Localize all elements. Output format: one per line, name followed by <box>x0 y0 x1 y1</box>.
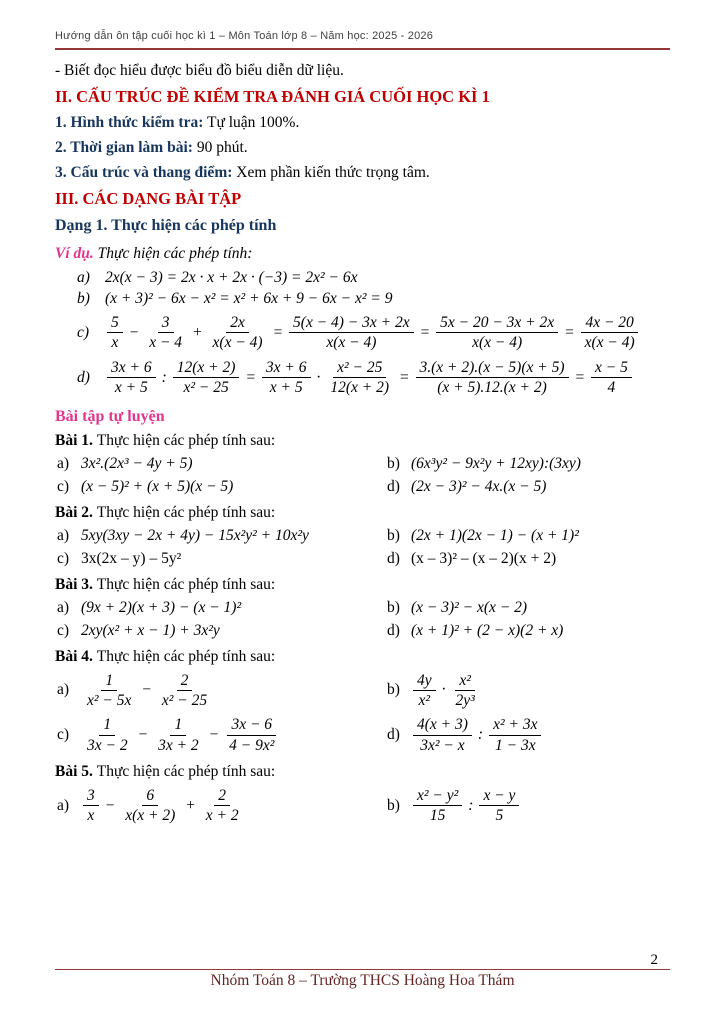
fraction-denominator: x(x − 4) <box>584 334 635 352</box>
fraction-numerator: 3x + 6 <box>262 358 311 378</box>
exercise-title: Bài 3. <box>55 575 97 593</box>
fraction-numerator: 3 <box>158 313 174 333</box>
exercise-instruction: Thực hiện các phép tính sau: <box>96 431 276 449</box>
fraction-denominator: x + 2 <box>205 807 239 825</box>
math-text: 5xy(3xy − 2x + 4y) − 15x²y² + 10x²y <box>81 526 309 544</box>
fraction-denominator: x + 5 <box>114 379 148 397</box>
item-label: c) <box>57 477 70 495</box>
exercise-heading <box>55 432 670 450</box>
exercise-items <box>55 599 670 640</box>
example-lines <box>55 269 670 398</box>
item-label: a) <box>57 598 70 616</box>
math-text: (6x³y² − 9x²y + 12xy):(3xy) <box>411 454 581 472</box>
fraction-numerator: 1 <box>170 715 186 735</box>
fraction-denominator: 3x² − x <box>420 736 465 754</box>
fraction-numerator: 2x <box>226 313 249 333</box>
math-text: (x – 3)² – (x – 2)(x + 2) <box>411 549 557 567</box>
fraction-numerator: 3 <box>83 786 99 806</box>
fraction-denominator: 12(x + 2) <box>330 379 390 397</box>
math-expression <box>81 622 220 640</box>
item-label: d) <box>387 621 400 639</box>
fraction <box>289 313 414 353</box>
math-expression <box>411 599 527 617</box>
math-text: (9x + 2)(x + 3) − (x − 1)² <box>81 598 242 616</box>
fraction <box>154 715 203 755</box>
item-label: d) <box>77 368 90 386</box>
practice-title: Bài tập tự luyện <box>55 407 165 425</box>
fraction-numerator: x − 5 <box>591 358 632 378</box>
item-label: a) <box>57 681 70 699</box>
math-text: − <box>141 681 152 699</box>
item-label: c) <box>57 549 70 567</box>
item-label: b) <box>387 598 400 616</box>
item1-label: 1. Hình thức kiểm tra: <box>55 114 204 131</box>
exercise-item <box>387 527 670 545</box>
fraction-numerator: x² − y² <box>413 786 462 806</box>
fraction-numerator: 5x − 20 − 3x + 2x <box>436 313 558 333</box>
math-expression <box>81 671 213 711</box>
math-expression <box>81 478 233 496</box>
exercise-item <box>57 550 387 568</box>
exercise-bai-5 <box>55 763 670 826</box>
exercise-item <box>57 622 387 640</box>
item-label: c) <box>77 323 90 341</box>
math-text: + <box>192 323 203 341</box>
math-line <box>55 290 670 308</box>
intro-bullet: - Biết đọc hiểu được biểu đồ biểu diễn dữ liệu. <box>55 62 344 79</box>
fraction <box>107 313 123 353</box>
item-label: c) <box>57 726 70 744</box>
item-label: b) <box>387 796 400 814</box>
math-line <box>55 313 670 353</box>
fraction <box>173 358 240 398</box>
exercise-instruction: Thực hiện các phép tính sau: <box>96 503 276 521</box>
math-expression <box>81 599 241 617</box>
math-text: : <box>161 368 167 386</box>
fraction-denominator: x − 4 <box>149 334 183 352</box>
fraction-numerator: 5(x − 4) − 3x + 2x <box>289 313 414 333</box>
exercise-items <box>55 455 670 496</box>
exercise-heading <box>55 504 670 522</box>
fraction-numerator: 3.(x + 2).(x − 5)(x + 5) <box>416 358 569 378</box>
exercise-item <box>57 671 387 711</box>
fraction <box>413 786 462 826</box>
document-footer <box>55 952 670 991</box>
math-text: 2xy(x² + x − 1) + 3x²y <box>81 621 220 639</box>
fraction-denominator: x <box>111 334 119 352</box>
exercise-heading <box>55 576 670 594</box>
math-text: (x − 5)² + (x + 5)(x − 5) <box>81 477 234 495</box>
fraction-numerator: x² <box>455 671 475 691</box>
exercise-item <box>387 455 670 473</box>
fraction-numerator: x² + 3x <box>489 715 541 735</box>
exercise-bai-1 <box>55 432 670 496</box>
math-line <box>55 269 670 287</box>
fraction <box>121 786 179 826</box>
fraction-denominator: x + 5 <box>269 379 303 397</box>
math-expression <box>81 550 181 568</box>
fraction <box>581 313 639 353</box>
math-expression <box>105 313 641 353</box>
fraction <box>202 786 243 826</box>
math-text: = <box>399 368 410 386</box>
fraction <box>262 358 311 398</box>
fraction-numerator: 2 <box>177 671 193 691</box>
exercise-bai-4 <box>55 648 670 756</box>
math-text: 2x(x − 3) = 2x · x + 2x · (−3) = 2x² − 6x <box>105 269 358 286</box>
item-label: b) <box>387 526 400 544</box>
fraction <box>479 786 519 826</box>
exercise-heading <box>55 763 670 781</box>
item-label: a) <box>57 796 70 814</box>
numbered-item-3 <box>55 164 670 182</box>
math-expression <box>411 786 521 826</box>
exercise-list <box>55 432 670 826</box>
fraction <box>225 715 278 755</box>
fraction <box>416 358 569 398</box>
exercise-item <box>387 599 670 617</box>
item-label: a) <box>57 526 70 544</box>
exercise-item <box>387 550 670 568</box>
exercise-heading <box>55 648 670 666</box>
fraction <box>209 313 267 353</box>
math-text: · <box>316 368 321 386</box>
exercise-item <box>57 478 387 496</box>
footer-rule <box>55 969 670 970</box>
fraction <box>452 671 479 711</box>
exercise-item <box>387 715 670 755</box>
fraction-denominator: 1 − 3x <box>494 736 536 754</box>
exercise-item <box>387 478 670 496</box>
fraction-numerator: 4x − 20 <box>581 313 637 333</box>
exercise-items <box>55 786 670 826</box>
fraction-denominator: x² − 5x <box>87 691 132 709</box>
math-text: 3x².(2x³ − 4y + 5) <box>81 454 193 472</box>
math-expression <box>411 550 556 568</box>
exercise-item <box>57 455 387 473</box>
exercise-bai-3 <box>55 576 670 640</box>
example-text: Thực hiện các phép tính: <box>97 245 253 262</box>
exercise-title: Bài 4. <box>55 647 97 665</box>
fraction-denominator: 4 <box>607 379 616 397</box>
fraction <box>83 671 135 711</box>
math-text: · <box>441 681 446 699</box>
exercise-instruction: Thực hiện các phép tính sau: <box>96 575 276 593</box>
exercise-item <box>57 715 387 755</box>
fraction-numerator: 12(x + 2) <box>173 358 240 378</box>
exercise-item <box>387 622 670 640</box>
fraction-denominator: x(x − 4) <box>472 334 523 352</box>
fraction <box>107 358 156 398</box>
item3-label: 3. Cấu trúc và thang điểm: <box>55 164 233 181</box>
math-text: − <box>137 726 149 744</box>
exercise-item <box>57 786 387 826</box>
document-body <box>55 50 670 826</box>
exercise-title: Bài 2. <box>55 503 97 521</box>
math-text: 3x(2x – y) – 5y² <box>81 549 182 567</box>
example-heading <box>55 245 670 263</box>
exercise-instruction: Thực hiện các phép tính sau: <box>96 763 276 780</box>
math-text: (x − 3)² − x(x − 2) <box>411 598 528 616</box>
math-line <box>55 358 670 398</box>
fraction-numerator: 3x + 6 <box>107 358 156 378</box>
fraction-numerator: 5 <box>107 313 123 333</box>
item-label: b) <box>77 290 90 307</box>
math-expression <box>411 622 563 640</box>
exercise-item <box>57 599 387 617</box>
numbered-item-2 <box>55 139 670 157</box>
exercise-instruction: Thực hiện các phép tính sau: <box>96 647 276 665</box>
fraction-denominator: (x + 5).12.(x + 2) <box>437 379 547 397</box>
fraction-numerator: 1 <box>99 715 115 735</box>
fraction-denominator: x(x − 4) <box>212 334 263 352</box>
math-expression <box>105 269 357 287</box>
fraction <box>83 715 132 755</box>
fraction-denominator: 2y³ <box>455 691 475 709</box>
item-label: c) <box>57 621 70 639</box>
fraction-denominator: 3x + 2 <box>158 736 199 754</box>
fraction <box>436 313 558 353</box>
math-text: − <box>208 726 220 744</box>
example-label: Ví dụ. <box>55 245 94 262</box>
fraction-numerator: 4(x + 3) <box>413 715 472 735</box>
exercise-item <box>387 671 670 711</box>
fraction <box>158 671 211 711</box>
fraction-denominator: x² − 25 <box>183 379 229 397</box>
item-label: a) <box>77 269 90 286</box>
item1-value: Tự luận 100%. <box>206 114 300 131</box>
document-header <box>55 30 670 50</box>
fraction-denominator: 4 − 9x² <box>229 736 275 754</box>
fraction <box>413 671 436 711</box>
fraction <box>145 313 186 353</box>
header-title: Hướng dẫn ôn tập cuối học kì 1 – Môn Toán lớp 8 – Năm học: 2025 - 2026 <box>55 30 434 42</box>
item2-label: 2. Thời gian làm bài: <box>55 139 193 156</box>
fraction <box>326 358 393 398</box>
math-expression <box>105 358 634 398</box>
math-expression <box>411 715 543 755</box>
fraction-denominator: x <box>87 807 95 825</box>
exercise-item <box>387 786 670 826</box>
item-label: d) <box>387 726 400 744</box>
fraction-numerator: x − y <box>479 786 519 806</box>
math-expression <box>81 786 245 826</box>
fraction-numerator: 1 <box>101 671 117 691</box>
math-text: − <box>104 796 116 814</box>
math-text: (2x + 1)(2x − 1) − (x + 1)² <box>411 526 579 544</box>
fraction-denominator: x² − 25 <box>161 691 208 709</box>
fraction-numerator: 3x − 6 <box>227 715 276 735</box>
item2-value: 90 phút. <box>196 139 248 156</box>
fraction-numerator: 4y <box>413 671 436 691</box>
math-text: = <box>272 323 284 341</box>
math-text: = <box>564 323 575 341</box>
math-text: (2x − 3)² − 4x.(x − 5) <box>411 477 547 495</box>
fraction-denominator: x² <box>418 691 431 709</box>
dang1-title: Dạng 1. Thực hiện các phép tính <box>55 217 277 234</box>
exercise-item <box>57 527 387 545</box>
fraction-denominator: 15 <box>429 807 446 825</box>
exercise-bai-2 <box>55 504 670 568</box>
section3-title: III. CÁC DẠNG BÀI TẬP <box>55 189 242 208</box>
math-text: = <box>419 323 431 341</box>
fraction-denominator: 5 <box>495 807 504 825</box>
math-expression <box>81 527 309 545</box>
exercise-items <box>55 527 670 568</box>
math-text: + <box>185 796 196 814</box>
math-expression <box>81 715 280 755</box>
item-label: b) <box>387 454 400 472</box>
math-text: : <box>468 796 474 814</box>
item-label: d) <box>387 477 400 495</box>
fraction-denominator: x(x + 2) <box>125 807 176 825</box>
math-expression <box>105 290 392 308</box>
math-text: − <box>128 323 140 341</box>
section2-title: II. CẤU TRÚC ĐỀ KIỂM TRA ĐÁNH GIÁ CUỐI HỌC KÌ 1 <box>55 87 490 106</box>
math-expression <box>411 455 581 473</box>
exercise-title: Bài 1. <box>55 431 97 449</box>
math-text: (x + 3)² − 6x − x² = x² + 6x + 9 − 6x − x² = 9 <box>105 290 393 307</box>
math-expression <box>81 455 193 473</box>
footer-title: Nhóm Toán 8 – Trường THCS Hoàng Hoa Thám <box>210 972 515 989</box>
fraction <box>489 715 541 755</box>
fraction <box>83 786 99 826</box>
exercise-title: Bài 5. <box>55 763 97 780</box>
math-text: = <box>574 368 585 386</box>
fraction <box>591 358 632 398</box>
item-label: d) <box>387 549 400 567</box>
fraction <box>413 715 472 755</box>
fraction-numerator: 2 <box>214 786 230 806</box>
math-text: = <box>245 368 256 386</box>
math-expression <box>411 671 481 711</box>
item-label: b) <box>387 681 400 699</box>
fraction-numerator: x² − 25 <box>333 358 386 378</box>
page-number: 2 <box>650 951 658 968</box>
fraction-numerator: 6 <box>142 786 158 806</box>
exercise-items <box>55 671 670 756</box>
item-label: a) <box>57 454 70 472</box>
math-expression <box>411 478 546 496</box>
math-expression <box>411 527 579 545</box>
fraction-denominator: x(x − 4) <box>326 334 377 352</box>
math-text: : <box>477 726 484 744</box>
numbered-item-1 <box>55 114 670 132</box>
item3-value: Xem phần kiến thức trọng tâm. <box>236 164 430 181</box>
math-text: (x + 1)² + (2 − x)(2 + x) <box>411 621 564 639</box>
fraction-denominator: 3x − 2 <box>87 736 128 754</box>
